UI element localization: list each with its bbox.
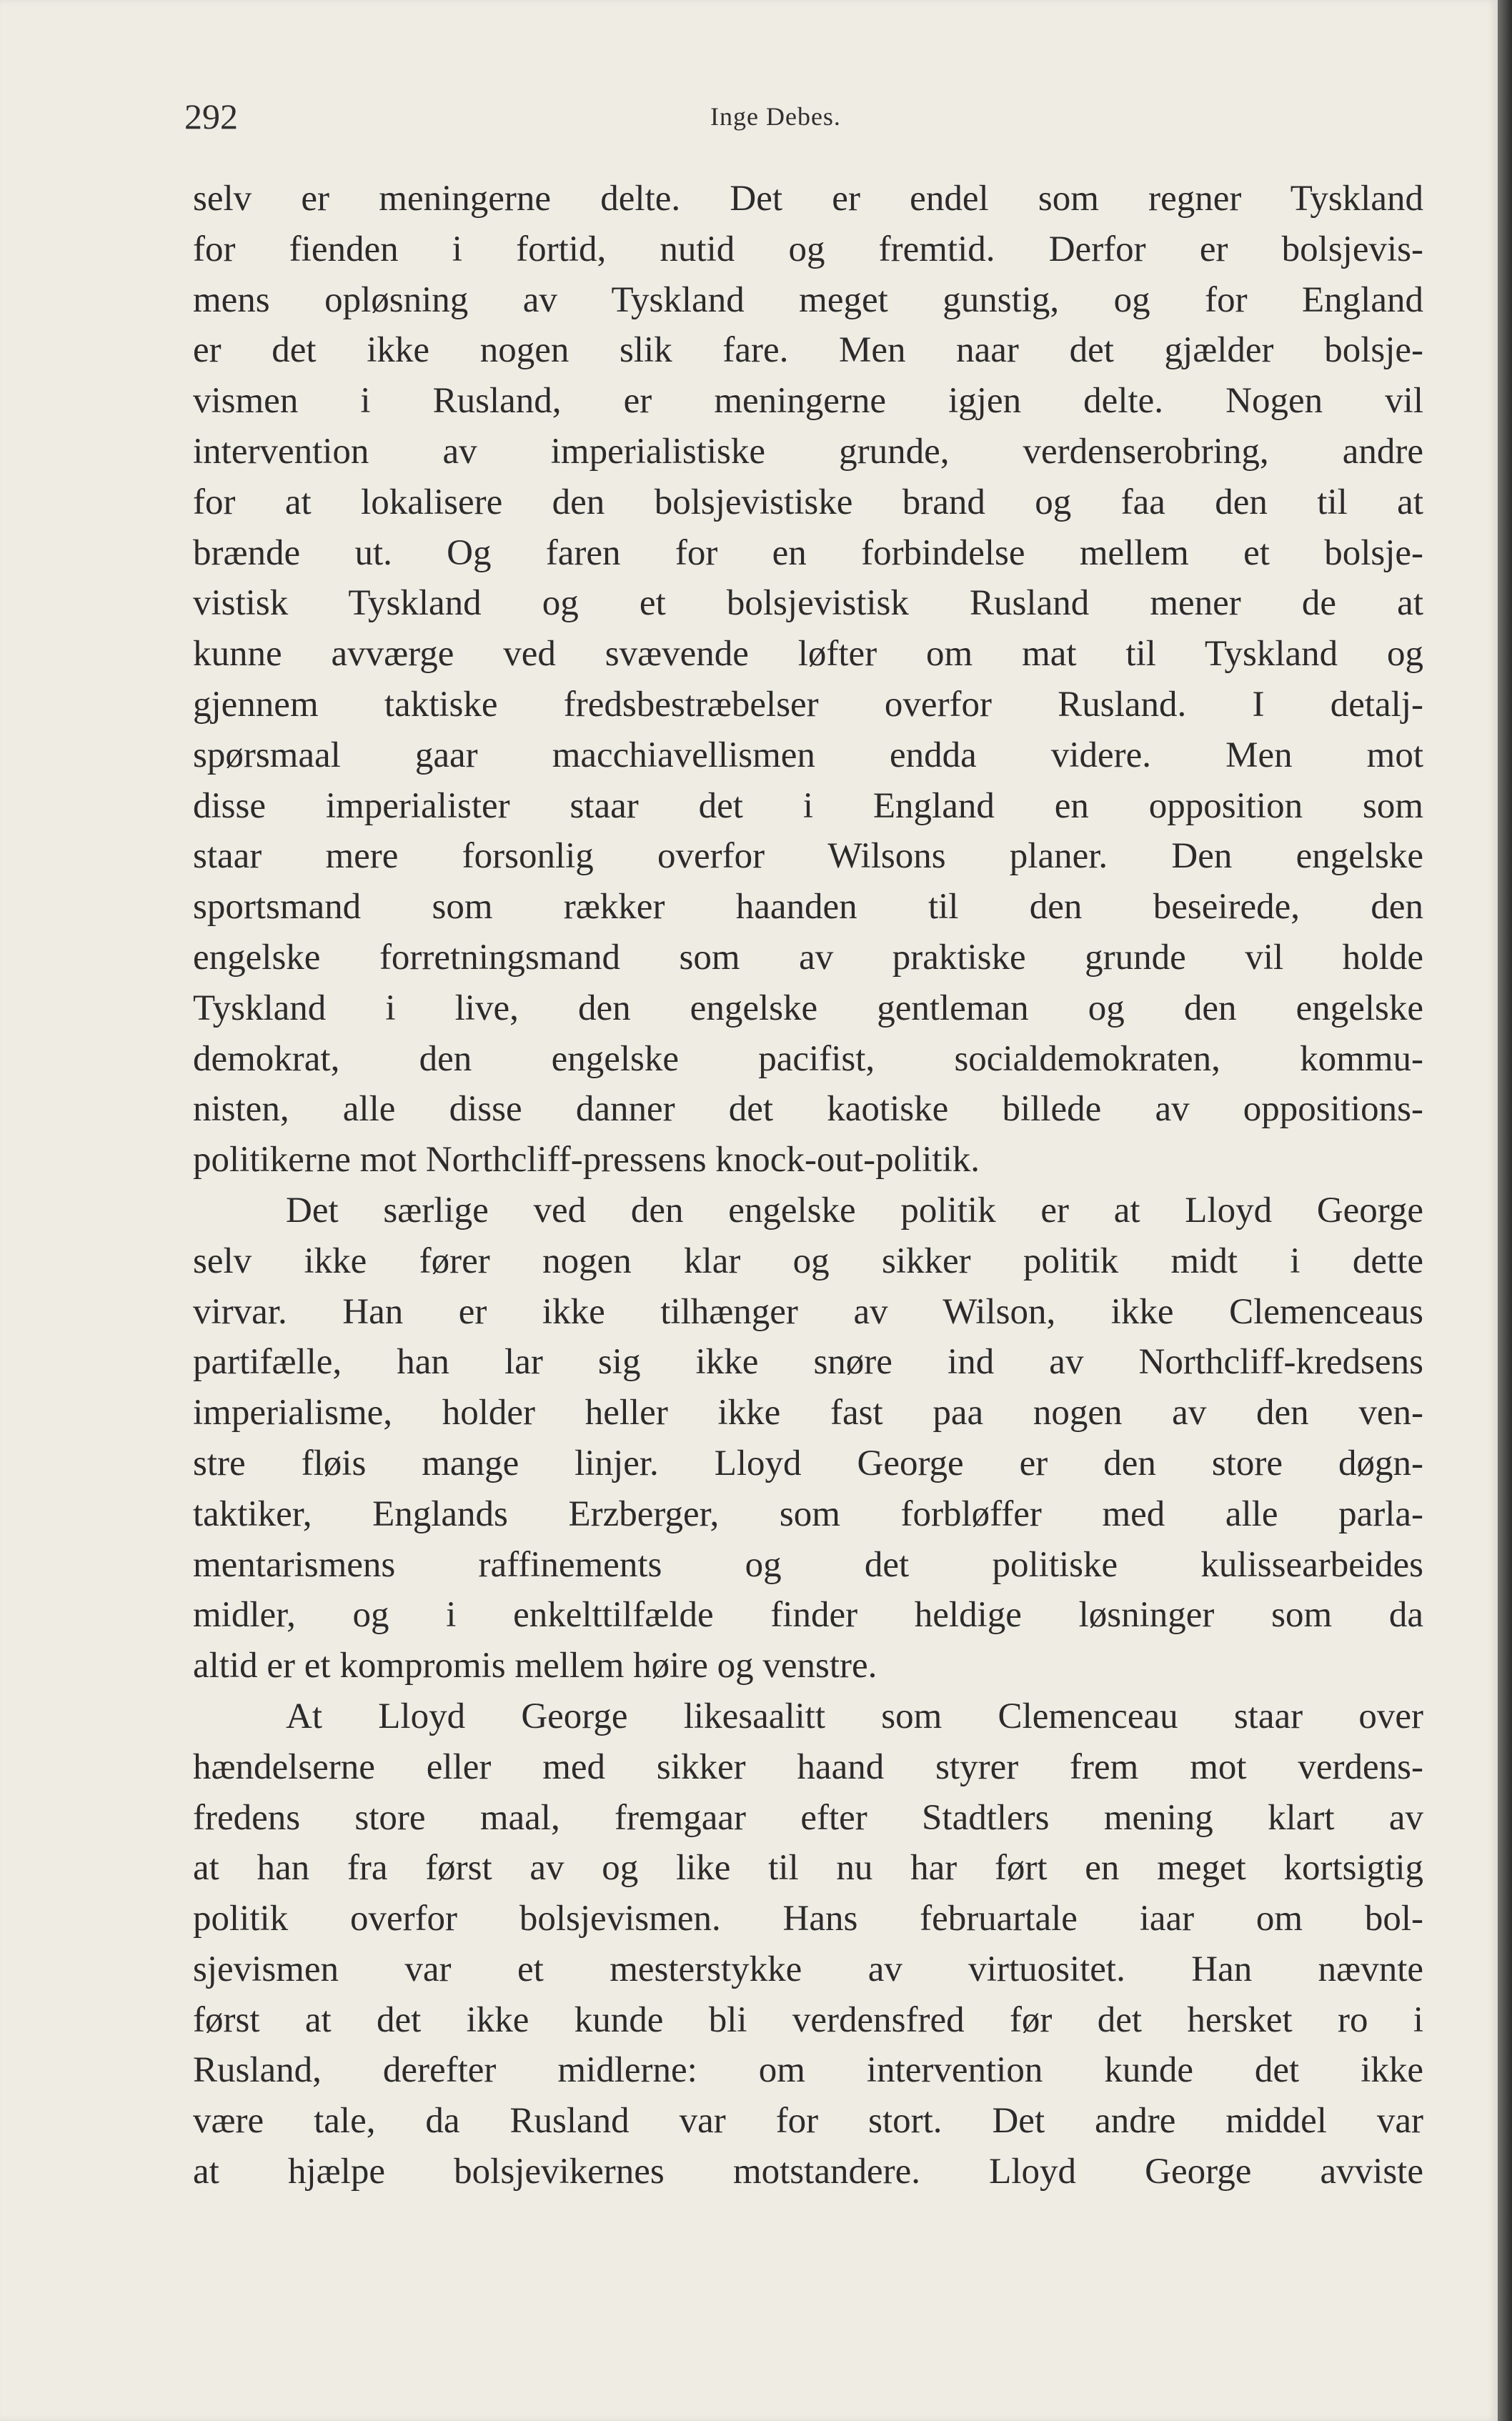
page-header bbox=[184, 91, 1413, 141]
text-line: sportsmand som rækker haanden til den beseirede, den bbox=[193, 887, 1423, 928]
text-line: taktiker, Englands Erzberger, som forbløffer med alle parla- bbox=[193, 1493, 1423, 1534]
text-line: først at det ikke kunde bli verdensfred før det hersket ro i bbox=[193, 1999, 1423, 2040]
text-line: vistisk Tyskland og et bolsjevistisk Rusland mener de at bbox=[193, 583, 1423, 624]
text-line: kunne avværge ved svævende løfter om mat til Tyskland og bbox=[193, 634, 1423, 675]
text-line: spørsmaal gaar macchiavellismen endda videre. Men mot bbox=[193, 735, 1423, 775]
text-line: politik overfor bolsjevismen. Hans februartale iaar om bol- bbox=[193, 1899, 1423, 1939]
page-edge bbox=[1498, 0, 1512, 2421]
body-text bbox=[193, 174, 1423, 2197]
text-line: partifælle, han lar sig ikke snøre ind av Northcliff-kredsens bbox=[193, 1342, 1423, 1383]
text-line: Det særlige ved den engelske politik er at Lloyd George bbox=[286, 1190, 1423, 1231]
text-line: demokrat, den engelske pacifist, socialdemokraten, kommu- bbox=[193, 1038, 1423, 1079]
page-number: 292 bbox=[184, 96, 238, 136]
paragraph bbox=[193, 174, 1423, 1185]
text-line: midler, og i enkelttilfælde finder heldige løsninger som da bbox=[193, 1595, 1423, 1636]
text-line: mentarismens raffinements og det politiske kulissearbeides bbox=[193, 1544, 1423, 1585]
text-line: stre fløis mange linjer. Lloyd George er den store døgn- bbox=[193, 1443, 1423, 1483]
text-line: brænde ut. Og faren for en forbindelse mellem et bolsje- bbox=[193, 532, 1423, 573]
text-line: at han fra først av og like til nu har ført en meget kortsigtig bbox=[193, 1848, 1423, 1889]
text-line: selv ikke fører nogen klar og sikker politik midt i dette bbox=[193, 1241, 1423, 1281]
text-line: virvar. Han er ikke tilhænger av Wilson, ikke Clemenceaus bbox=[193, 1291, 1423, 1332]
paragraph bbox=[193, 1691, 1423, 2197]
text-line: intervention av imperialistiske grunde, verdenserobring, andre bbox=[193, 431, 1423, 472]
text-line: mens opløsning av Tyskland meget gunstig, og for England bbox=[193, 279, 1423, 320]
text-line: altid er et kompromis mellem høire og venstre. bbox=[193, 1646, 877, 1686]
running-head: Inge Debes. bbox=[710, 102, 841, 131]
text-line: gjennem taktiske fredsbestræbelser overfor Rusland. I detalj- bbox=[193, 684, 1423, 725]
text-line: være tale, da Rusland var for stort. Det andre middel var bbox=[193, 2101, 1423, 2142]
text-line: selv er meningerne delte. Det er endel som regner Tyskland bbox=[193, 179, 1423, 219]
paragraph bbox=[193, 1185, 1423, 1691]
text-line: politikerne mot Northcliff-pressens knock-out-politik. bbox=[193, 1140, 980, 1180]
text-line: staar mere forsonlig overfor Wilsons planer. Den engelske bbox=[193, 836, 1423, 877]
text-line: imperialisme, holder heller ikke fast paa nogen av den ven- bbox=[193, 1393, 1423, 1433]
text-line: hændelserne eller med sikker haand styrer frem mot verdens- bbox=[193, 1746, 1423, 1787]
text-line: Rusland, derefter midlerne: om intervention kunde det ikke bbox=[193, 2050, 1423, 2091]
text-line: fredens store maal, fremgaar efter Stadtlers mening klart av bbox=[193, 1797, 1423, 1838]
text-line: disse imperialister staar det i England en opposition som bbox=[193, 785, 1423, 826]
text-line: At Lloyd George likesaalitt som Clemenceau staar over bbox=[286, 1696, 1423, 1736]
text-line: vismen i Rusland, er meningerne igjen delte. Nogen vil bbox=[193, 381, 1423, 422]
text-line: for at lokalisere den bolsjevistiske brand og faa den til at bbox=[193, 482, 1423, 522]
text-line: er det ikke nogen slik fare. Men naar det gjælder bolsje- bbox=[193, 330, 1423, 371]
text-line: engelske forretningsmand som av praktiske grunde vil holde bbox=[193, 937, 1423, 978]
text-line: for fienden i fortid, nutid og fremtid. Derfor er bolsjevis- bbox=[193, 229, 1423, 269]
text-line: Tyskland i live, den engelske gentleman og den engelske bbox=[193, 988, 1423, 1028]
text-line: nisten, alle disse danner det kaotiske billede av oppositions- bbox=[193, 1089, 1423, 1130]
text-line: sjevismen var et mesterstykke av virtuositet. Han nævnte bbox=[193, 1949, 1423, 1989]
text-line: at hjælpe bolsjevikernes motstandere. Lloyd George avviste bbox=[193, 2152, 1423, 2192]
